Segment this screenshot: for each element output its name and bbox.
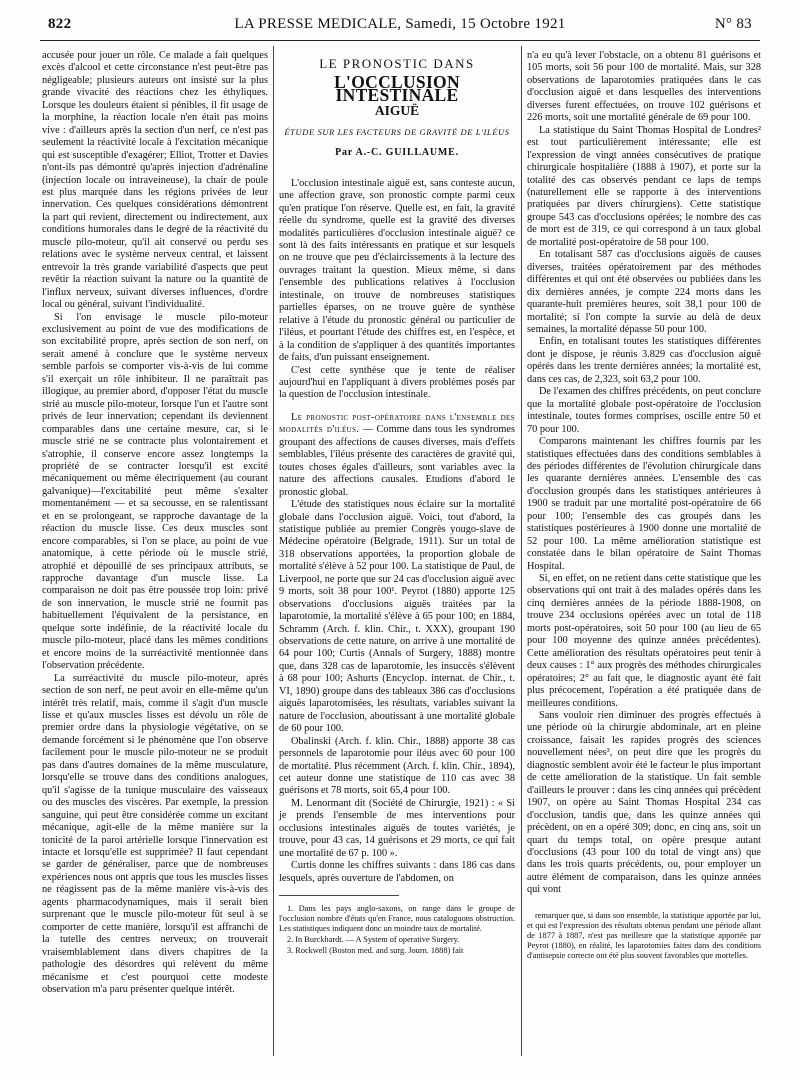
paragraph: Enfin, en totalisant toutes les statistiques différentes dont je dispose, je réunis 3.829 cas d'occlusion aiguë opérés dans les trente dernières années; la mortalité est, dans ces cas, de 2,323, soit 63,2 pour 100. — [527, 336, 761, 385]
paragraph: L'étude des statistiques nous éclaire sur la mortalité globale dans l'occlusion aiguë. Voici, tout d'abord, la statistique publiée au premier Congrès yougo-slave de Médecine opératoire (Belgrade, 1911). Sur un total de 318 observations apportées, la proportion globale de mortalité s'élève à 52 pour 100. La statistique de Paul, de Liverpool, ne porte que sur 24 cas d'occlusion aiguë avec 9 morts, soit 38 pour 100¹. Peyrot (1880) apporte 125 observations d'occlusions aiguës traitées par la laparotomie, la mortalité s'élève à 65 pour 100; en 1884, Schramm (Arch. f. klin. Chir., t. XXX), groupant 190 observations de cette nature, on arrive à une mortalité de 64 pour 100; Curtis (Annals of Surgery, 1888) montre que, dans 328 cas de laparotomie, les insuccès s'élèvent à 68 pour 100; Ashurts (Encyclop. internat. de Chir., t. VI, 1890) groupe dans des tableaux 386 cas d'occlusions aiguës laparotomisées, les résultats, variables suivant la nature de l'occlusion, aboutissant à une mortalité globale de 60 pour 100. — [279, 499, 515, 735]
column-2 — [279, 50, 515, 957]
article-author: Par A.-C. GUILLAUME. — [335, 147, 459, 159]
article-title-line-2: L'OCCLUSION INTESTINALE — [334, 72, 460, 105]
section-lead: — Comme dans tous les syndromes groupant des affections de causes diverses, mais d'effets semblables, l'iléus présente des caractères de gravité qui, toutes choses égales d'ailleurs, sont variables avec la nature des affections causales. Etudions d'abord le pronostic global. — [279, 424, 515, 498]
page-number: 822 — [48, 16, 72, 32]
paragraph: Si l'on envisage le muscle pilo-moteur exclusivement au point de vue des modifications de son excitabilité propre, après section de son nerf, on serait amené à conclure que le système nerveux semble parfois se comporter vis-à-vis de lui comme s'il exerçait un rôle inhibiteur. Il ne paraîtrait pas illogique, au premier abord, d'opposer l'état du muscle strié au muscle pilo-moteur, lorsque l'un et l'autre sont privés de leur innervation; cependant ils deviennent comparables dans une certaine mesure, car, si le muscle strié ne se contracte plus volontairement et s'atrophie, il conserve encore assez longtemps la propriété de se contracter lorsqu'il est excité mécaniquement ou même électriquement (au courant galvanique)—l'excitabilité peut même s'exalter momentanément — et sa secousse, en se ralentissant et en se prolongeant, se rapproche davantage de la réaction du muscle lisse. Ces deux muscles sont encore comparables, si l'on se place, au point de vue anatomique, à cette période où le muscle strié, atrophié et dépouillé de ses principaux attributs, se rapproche davantage d'un muscle lisse. La comparaison ne doit pas être poussée trop loin: privé de son innervation, le muscle strié ne fournit pas habituellement l'équivalent de la persistance, en quelque sorte indéfinie, de la réactivité locale du muscle pilo-moteur, placé dans les mêmes conditions et encore moins de la surréactivité mentionnée dans l'observation précédente. — [42, 311, 268, 672]
footnotes — [279, 904, 515, 956]
column-1 — [42, 50, 268, 996]
article-subtitle: ÉTUDE SUR LES FACTEURS DE GRAVITÉ DE L'ILÉUS — [284, 126, 510, 137]
section-heading: Le pronostic post-opératoire dans l'ensemble des modalités d'iléus. — [279, 411, 515, 436]
footnote: 3. Rockwell (Boston med. and surg. Journ. 1888) fait — [287, 946, 464, 956]
footnote: 2. In Burckhardt. — A System of operative Surgery. — [287, 935, 460, 945]
column-divider-1 — [273, 46, 274, 1056]
footnote: remarquer que, si dans son ensemble, la statistique apportée par lui, et qui est l'expression des résultats obtenus pendant une période allant de 1877 à 1887, n'est pas meilleure que la statistique apportée par Peyrot (1880), en réalité, les laparotomies faites dans des conditions d'antisepsie correcte ont été plus souvent favorables que mortelles. — [527, 910, 761, 960]
paragraph: Curtis donne les chiffres suivants : dans 186 cas dans lesquels, après ouverture de l'abdomen, on — [279, 860, 515, 884]
paragraph: En totalisant 587 cas d'occlusions aiguës de causes diverses, traitées opératoirement par des méthodes différentes et qui ont été observées ou publiées dans les dix dernières années, je compte 224 morts dans les quarante-huit premières heures, soit 38,1 pour 100 de mortalité; si l'on compte la survie au delà de deux semaines, la mortalité dépasse 50 pour 100. — [527, 249, 761, 335]
article-title-line-3: AIGUË — [374, 103, 420, 119]
paragraph: De l'examen des chiffres précédents, on peut conclure que la mortalité globale post-opératoire de l'occlusion intestinale, toutes formes comprises, oscille entre 50 et 70 pour 100. — [527, 386, 761, 435]
paragraph: C'est cette synthèse que je tente de réaliser aujourd'hui en l'appliquant à divers problèmes posés par la question de l'occlusion intestinale. — [279, 364, 515, 401]
paragraph: La statistique du Saint Thomas Hospital de Londres² est tout particulièrement intéressante; elle est l'expression de vingt années consécutives de pratique chirurgicale hospitalière (1888 à 1907), et porte sur la totalité des cas observés pendant ce laps de temps (naturellement elle se rapporte à des interventions pratiquées par divers chirurgiens). Cette statistique groupe 543 cas d'occlusions opérées; le nombre des cas de mort est de 319, ce qui correspond à un taux global de mortalité post-opératoire de 58 pour 100. — [527, 124, 761, 248]
paragraph: Sans vouloir rien diminuer des progrès effectués à une période où la chirurgie abdominale, art en pleine croissance, faisait les rapides progrès des sciences nouvellement nées³, on peut dire que les progrès du diagnostic semblent avoir été le facteur le plus important de cette amélioration de la statistique. Un fait semble d'ailleurs le prouver : dans les cinq années qui précèdent 1907, on opère au Saint Thomas Hospital 234 cas d'occlusion, tandis que, dans les quinze années qui précèdent, on en a opéré 309; donc, en cinq ans, soit un quart du temps total, on opère presque autant d'occlusions (43 pour 100 du total de vingt ans) que dans les trois quarts précédents, ou, pour employer un autre élément de comparaison, dans les quinze années qui vont — [527, 710, 761, 896]
paragraph: Obalinski (Arch. f. klin. Chir., 1888) apporte 38 cas personnels de laparotomie pour iléus avec 60 pour 100 de mortalité. Plus récemment (Arch. f. klin. Chir., 1894), cet auteur donne une statistique de 110 cas avec 38 guérisons et 78 morts, soit 65,4 pour 100. — [279, 735, 515, 797]
paragraph: n'a eu qu'à lever l'obstacle, on a obtenu 81 guérisons et 105 morts, soit 56 pour 100 de mortalité. Mais, sur 328 observations de laparotomies pratiquées dans le cas d'occlusion aiguë et dans lesquelles des interventions diverses furent effectuées, on trouve 102 guérisons et 226 morts, soit une mortalité générale de 69 pour 100. — [527, 50, 761, 124]
paragraph: Si, en effet, on ne retient dans cette statistique que les observations qui ont trait à des malades opérés dans les cinq dernières années de la période 1888-1908, on trouve 234 occlusions opérées avec un total de 118 morts post-opératoires, soit 50 pour 100 (au lieu de 65 pour 100 moyenne des quinze années précédentes). Cette amélioration des résultats opératoires peut tenir à deux causes : 1° aux progrès des méthodes chirurgicales opératoires; 2° au fait que, le diagnostic ayant été fait plus précocement, l'opération a été pratiquée dans de meilleures conditions. — [527, 573, 761, 709]
paragraph: M. Lenormant dit (Société de Chirurgie, 1921) : « Si je prends l'ensemble de mes interventions pour occlusions intestinales aiguës de toutes variétés, je trouve, pour 43 cas, 14 guérisons et 29 morts, ce qui fait une mortalité de 67 p. 100 ». — [279, 797, 515, 859]
journal-title: LA PRESSE MEDICALE, Samedi, 15 Octobre 1921 — [234, 16, 566, 32]
footnote: 1. Dans les pays anglo-saxons, on range dans le groupe de l'occlusion nombre d'états qu'en France, nous cataloguons obstruction. Les statistiques indiquent donc un moindre taux de mortalité. — [279, 904, 515, 934]
paragraph: Comparons maintenant les chiffres fournis par les statistiques effectuées dans des conditions semblables à des périodes différentes de l'évolution chirurgicale dans les quarante dernières années. L'ensemble des cas d'occlusion groupés dans les statistiques antérieures à 1900 se traduit par une mortalité post-opératoire de 66 pour 100; l'ensemble des cas groupés dans les statistiques postérieures à 1900 donne une mortalité de 52 pour 100. La même amélioration statistique est constatée dans le bilan opératoire de Saint Thomas Hospital. — [527, 436, 761, 572]
header-rule — [40, 40, 760, 41]
page-header — [40, 12, 760, 36]
column-divider-2 — [521, 46, 522, 1056]
paragraph: La surréactivité du muscle pilo-moteur, après section de son nerf, ne peut avoir en elle-même qu'un intérêt très relatif, mais, comme il s'agit d'un muscle lisse et qu'aux muscles lisses est dévolu un rôle de premier ordre dans la physiologie végétative, on se demande forcément si le phénomène que l'on observe facilement pour le muscle pilo-moteur ne se produit pas dans d'autres domaines de la même musculature, lorsqu'elle se trouve dans des conditions analogues, qu'il s'agisse de la tunique musculaire des vaisseaux ou des muscles des viscères. Par exemple, la pression sanguine, qui peut être considérée comme un excitant mécanique, agit-elle de la même manière sur la tonicité de la paroi artérielle lorsque l'innervation est intacte et lorsqu'elle est supprimée? Il faut cependant se garder de généraliser, parce que de nombreuses expériences nous ont appris que tous les muscles lisses ne réagissent pas de la même manière vis-à-vis des agents pharmacodynamiques, mais il serait bien surprenant que le muscle pilo-moteur fût seul à se comporter de cette manière, lorsqu'il est affranchi de la tutelle des centres nerveux; on trouverait vraisemblablement dans divers chapitres de la pathologie des désordres qui relèvent du même mécanisme et c'est pourquoi cette modeste observation m'a paru présenter quelque intérêt. — [42, 672, 268, 995]
issue-number: N° 83 — [714, 16, 752, 32]
paragraph: L'occlusion intestinale aiguë est, sans conteste aucun, une affection grave, son pronostic compte parmi ceux qu'en pratique l'on réserve. Quelle est, en fait, la gravité réelle du syndrome, quelle est la gravité des diverses modalités particulières d'occlusion intestinale aiguë? ce sont là des faits intéressants en pratique et sur lesquels on ne trouve que peu d'éclaircissements à la lecture des ouvrages traitant la question. Mieux même, si dans l'ensemble des publications relatives à l'occlusion intestinale, on trouve de nombreuses statistiques partielles éparses, on ne trouve guère de synthèse relative à l'étude du pronostic général ou particulier de l'iléus, et pourtant l'étude des chiffres est, en l'espèce, et à la condition de s'appliquer à des quantités importantes de faits, d'un puissant enseignement. — [279, 177, 515, 364]
section-paragraph — [279, 412, 515, 499]
paragraph: accusée pour jouer un rôle. Ce malade a fait quelques excès d'alcool et cette circonstance n'est peut-être pas négligeable; plusieurs auteurs ont insisté sur la plus grande vivacité des réactions chez les éthyliques. Lorsque les douleurs étaient si pénibles, il fit usage de la morphine, la réaction locale n'en était pas moins vive : d'ailleurs après la section d'un nerf, ce n'est pas seulement la réactivité locale à l'excitation mécanique qui est susceptible d'exagérer; Elliot, Trotter et Davies n'ont-ils pas démontré qu'après injection d'adrénaline (injection locale ou intraveineuse), la chair de poule est plus marquée dans les régions privées de leur innervation. Ces quelques considérations démontrent la part qui revient, directement ou indirectement, aux conditions humorales dans le degré de la réactivité du muscle pilo-moteur, qu'il ait conservé ou perdu ses relations avec le système nerveux central, et laissent entrevoir la très grande variabilité d'aspects que peut revêtir la réaction suivant la nature ou la quantité de l'influx nerveux, suivant diverses influences, d'ordre local ou général, suivant l'individualité. — [42, 50, 268, 311]
footnote-rule — [279, 895, 399, 896]
article-title-line-1: LE PRONOSTIC DANS — [319, 56, 475, 71]
column-3 — [527, 50, 761, 962]
footnotes — [527, 911, 761, 961]
